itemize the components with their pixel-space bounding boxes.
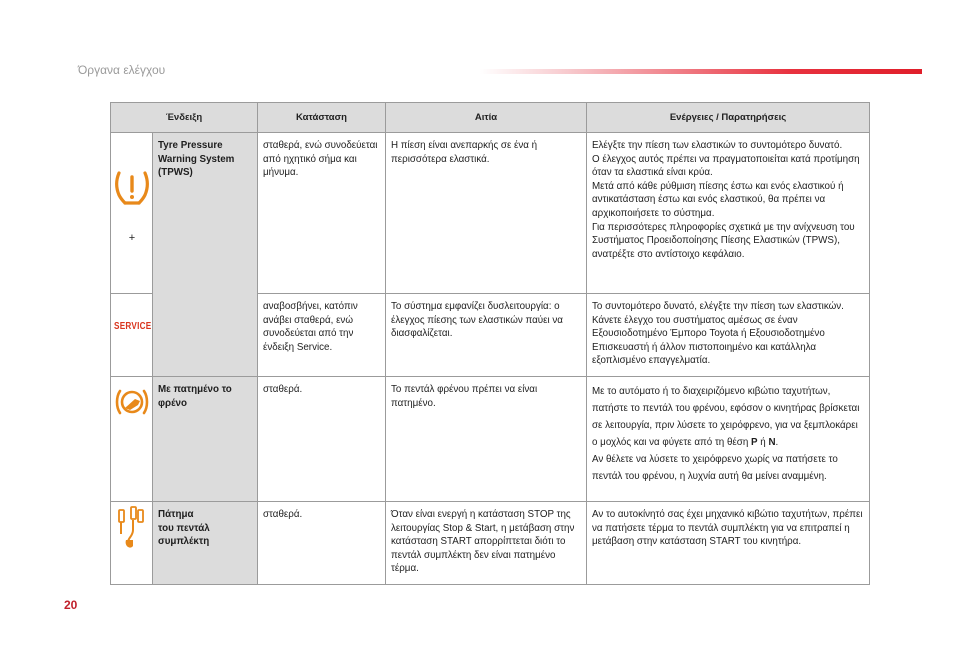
action-cell: Ελέγξτε την πίεση των ελαστικών το συντομότερο δυνατό. Ο έλεγχος αυτός πρέπει να πραγματοποιείται κατά προτίμηση όταν τα ελαστικά είναι κρύα. Μετά από κάθε ρύθμιση πίεσης έστω και ενός ελαστικού ή αντικατάσταση έστω και ενός ελαστικού, θα πρέπει να αρχικοποιήσετε το σύστημα. Για περισσότερες πληροφορίες σχετικά με την ανίχνευση του Συστήματος Προειδοποίησης Πίεσης Ελαστικών (TPWS), ανατρέξτε στο αντίστοιχο κεφάλαιο.	[587, 133, 870, 294]
cause-cell: Το σύστημα εμφανίζει δυσλειτουργία: ο έλεγχος πίεσης των ελαστικών παύει να διασφαλίζεται.	[386, 294, 587, 377]
action-cell	[587, 376, 870, 501]
indicator-name-brake: Με πατημένο το φρένο	[153, 376, 258, 501]
column-header-state: Κατάσταση	[258, 103, 386, 133]
indicator-name-text: Tyre Pressure Warning System (TPWS)	[158, 140, 235, 179]
service-warning-icon: SERVICE	[114, 320, 152, 332]
action-text: . Αν θέλετε να λύσετε το χειρόφρενο χωρίς να πατήσετε το πεντάλ του φρένου, η λυχνία αυτή θα μείνει αναμμένη.	[592, 436, 838, 482]
action-cell: Αν το αυτοκίνητό σας έχει μηχανικό κιβώτιο ταχυτήτων, πρέπει να πατήσετε τέρμα το πεντάλ συμπλέκτη για να επιτραπεί η μετάβαση στην κατάσταση START του κινητήρα.	[587, 501, 870, 584]
indicator-icon-cell	[111, 232, 153, 377]
header-accent-bar	[480, 69, 922, 74]
action-text-connector: ή	[757, 436, 769, 448]
cause-cell: Όταν είναι ενεργή η κατάσταση STOP της λειτουργίας Stop & Start, η μετάβαση στην κατάσταση START απορρίπτεται διότι το πεντάλ συμπλέκτη δεν είναι πατημένο τέρμα.	[386, 501, 587, 584]
warning-lights-table	[110, 102, 870, 585]
clutch-pedal-icon	[111, 502, 153, 584]
table-row	[111, 501, 870, 584]
indicator-icon-cell	[111, 501, 153, 584]
column-header-cause: Αιτία	[386, 103, 587, 133]
state-cell: σταθερά, ενώ συνοδεύεται από ηχητικό σήμα και μήνυμα.	[258, 133, 386, 294]
indicator-name-clutch	[153, 501, 258, 584]
state-cell: σταθερά.	[258, 501, 386, 584]
table-row	[111, 133, 870, 294]
state-cell: σταθερά.	[258, 376, 386, 501]
action-cell: Το συντομότερο δυνατό, ελέγξτε την πίεση των ελαστικών. Κάνετε έλεγχο του συστήματος αμέσως σε έναν Εξουσιοδοτημένο Έμπορο Toyota ή Εξουσιοδοτημένο Επισκευαστή ή άλλον πιστοποιημένο και κατάλληλα εξοπλισμένο επαγγελματία.	[587, 294, 870, 377]
indicator-name-text: Πάτημα του πεντάλ συμπλέκτη	[158, 508, 210, 548]
column-header-actions: Ενέργειες / Παρατηρήσεις	[587, 103, 870, 133]
section-title: Όργανα ελέγχου	[78, 63, 166, 77]
table-row	[111, 376, 870, 501]
page-number: 20	[64, 598, 78, 612]
column-header-indicator: Ένδειξη	[111, 103, 258, 133]
indicator-icon-cell	[111, 133, 153, 294]
cause-cell: Η πίεση είναι ανεπαρκής σε ένα ή περισσότερα ελαστικά.	[386, 133, 587, 294]
indicator-name-tpws	[153, 133, 258, 377]
foot-on-brake-icon	[111, 377, 153, 501]
action-text: Με το αυτόματο ή το διαχειριζόμενο κιβώτιο ταχυτήτων, πατήστε το πεντάλ του φρένου, εφόσον ο κινητήρας βρίσκεται σε λειτουργία, πριν λύσετε το χειρόφρενο, για να ξεμπλοκάρει ο μοχλός και να φύγετε από τη θέση	[592, 385, 860, 448]
indicator-icon-cell	[111, 376, 153, 501]
cause-cell: Το πεντάλ φρένου πρέπει να είναι πατημένο.	[386, 376, 587, 501]
gear-p-label: P	[751, 436, 758, 448]
gear-n-label: N	[768, 436, 776, 448]
table-header-row	[111, 103, 870, 133]
plus-sign: +	[128, 232, 136, 244]
tyre-pressure-warning-icon	[111, 133, 153, 293]
state-cell: αναβοσβήνει, κατόπιν ανάβει σταθερά, ενώ συνοδεύεται από την ένδειξη Service.	[258, 294, 386, 377]
